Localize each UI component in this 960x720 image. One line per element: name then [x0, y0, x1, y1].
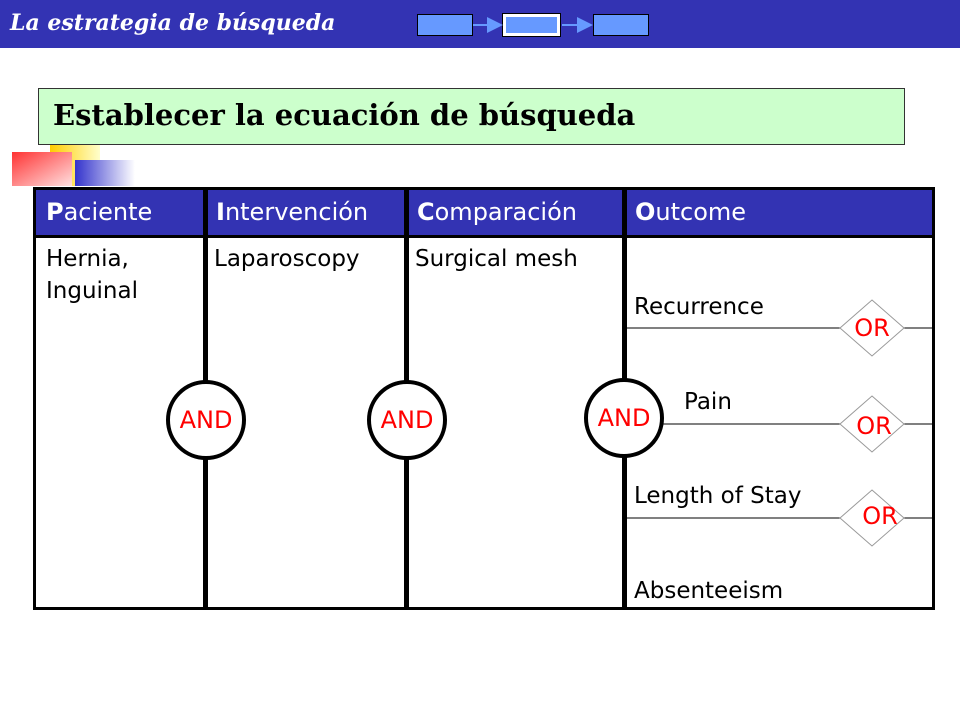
outcome-pain: Pain — [684, 389, 732, 415]
deck-title: La estrategia de búsqueda — [10, 10, 336, 36]
and-label-3: AND — [597, 404, 651, 432]
outcome-absenteeism: Absenteeism — [634, 578, 784, 604]
outcome-length-of-stay: Length of Stay — [634, 483, 802, 509]
or-label-1: OR — [854, 314, 890, 342]
cell-comparacion: Surgical mesh — [415, 246, 578, 272]
cell-paciente: Hernia, Inguinal — [46, 246, 138, 304]
and-label-1: AND — [179, 406, 233, 434]
or-label-3: OR — [862, 502, 898, 530]
header-outcome: Outcome — [635, 198, 747, 226]
cell-intervencion: Laparoscopy — [214, 246, 360, 272]
heading-text: Establecer la ecuación de búsqueda — [53, 98, 636, 132]
header-paciente: Paciente — [46, 198, 153, 226]
header-intervencion: Intervención — [216, 198, 369, 226]
header-comparacion: Comparación — [417, 198, 577, 226]
outcome-recurrence: Recurrence — [634, 294, 764, 320]
or-label-2: OR — [856, 412, 892, 440]
and-label-2: AND — [380, 406, 434, 434]
